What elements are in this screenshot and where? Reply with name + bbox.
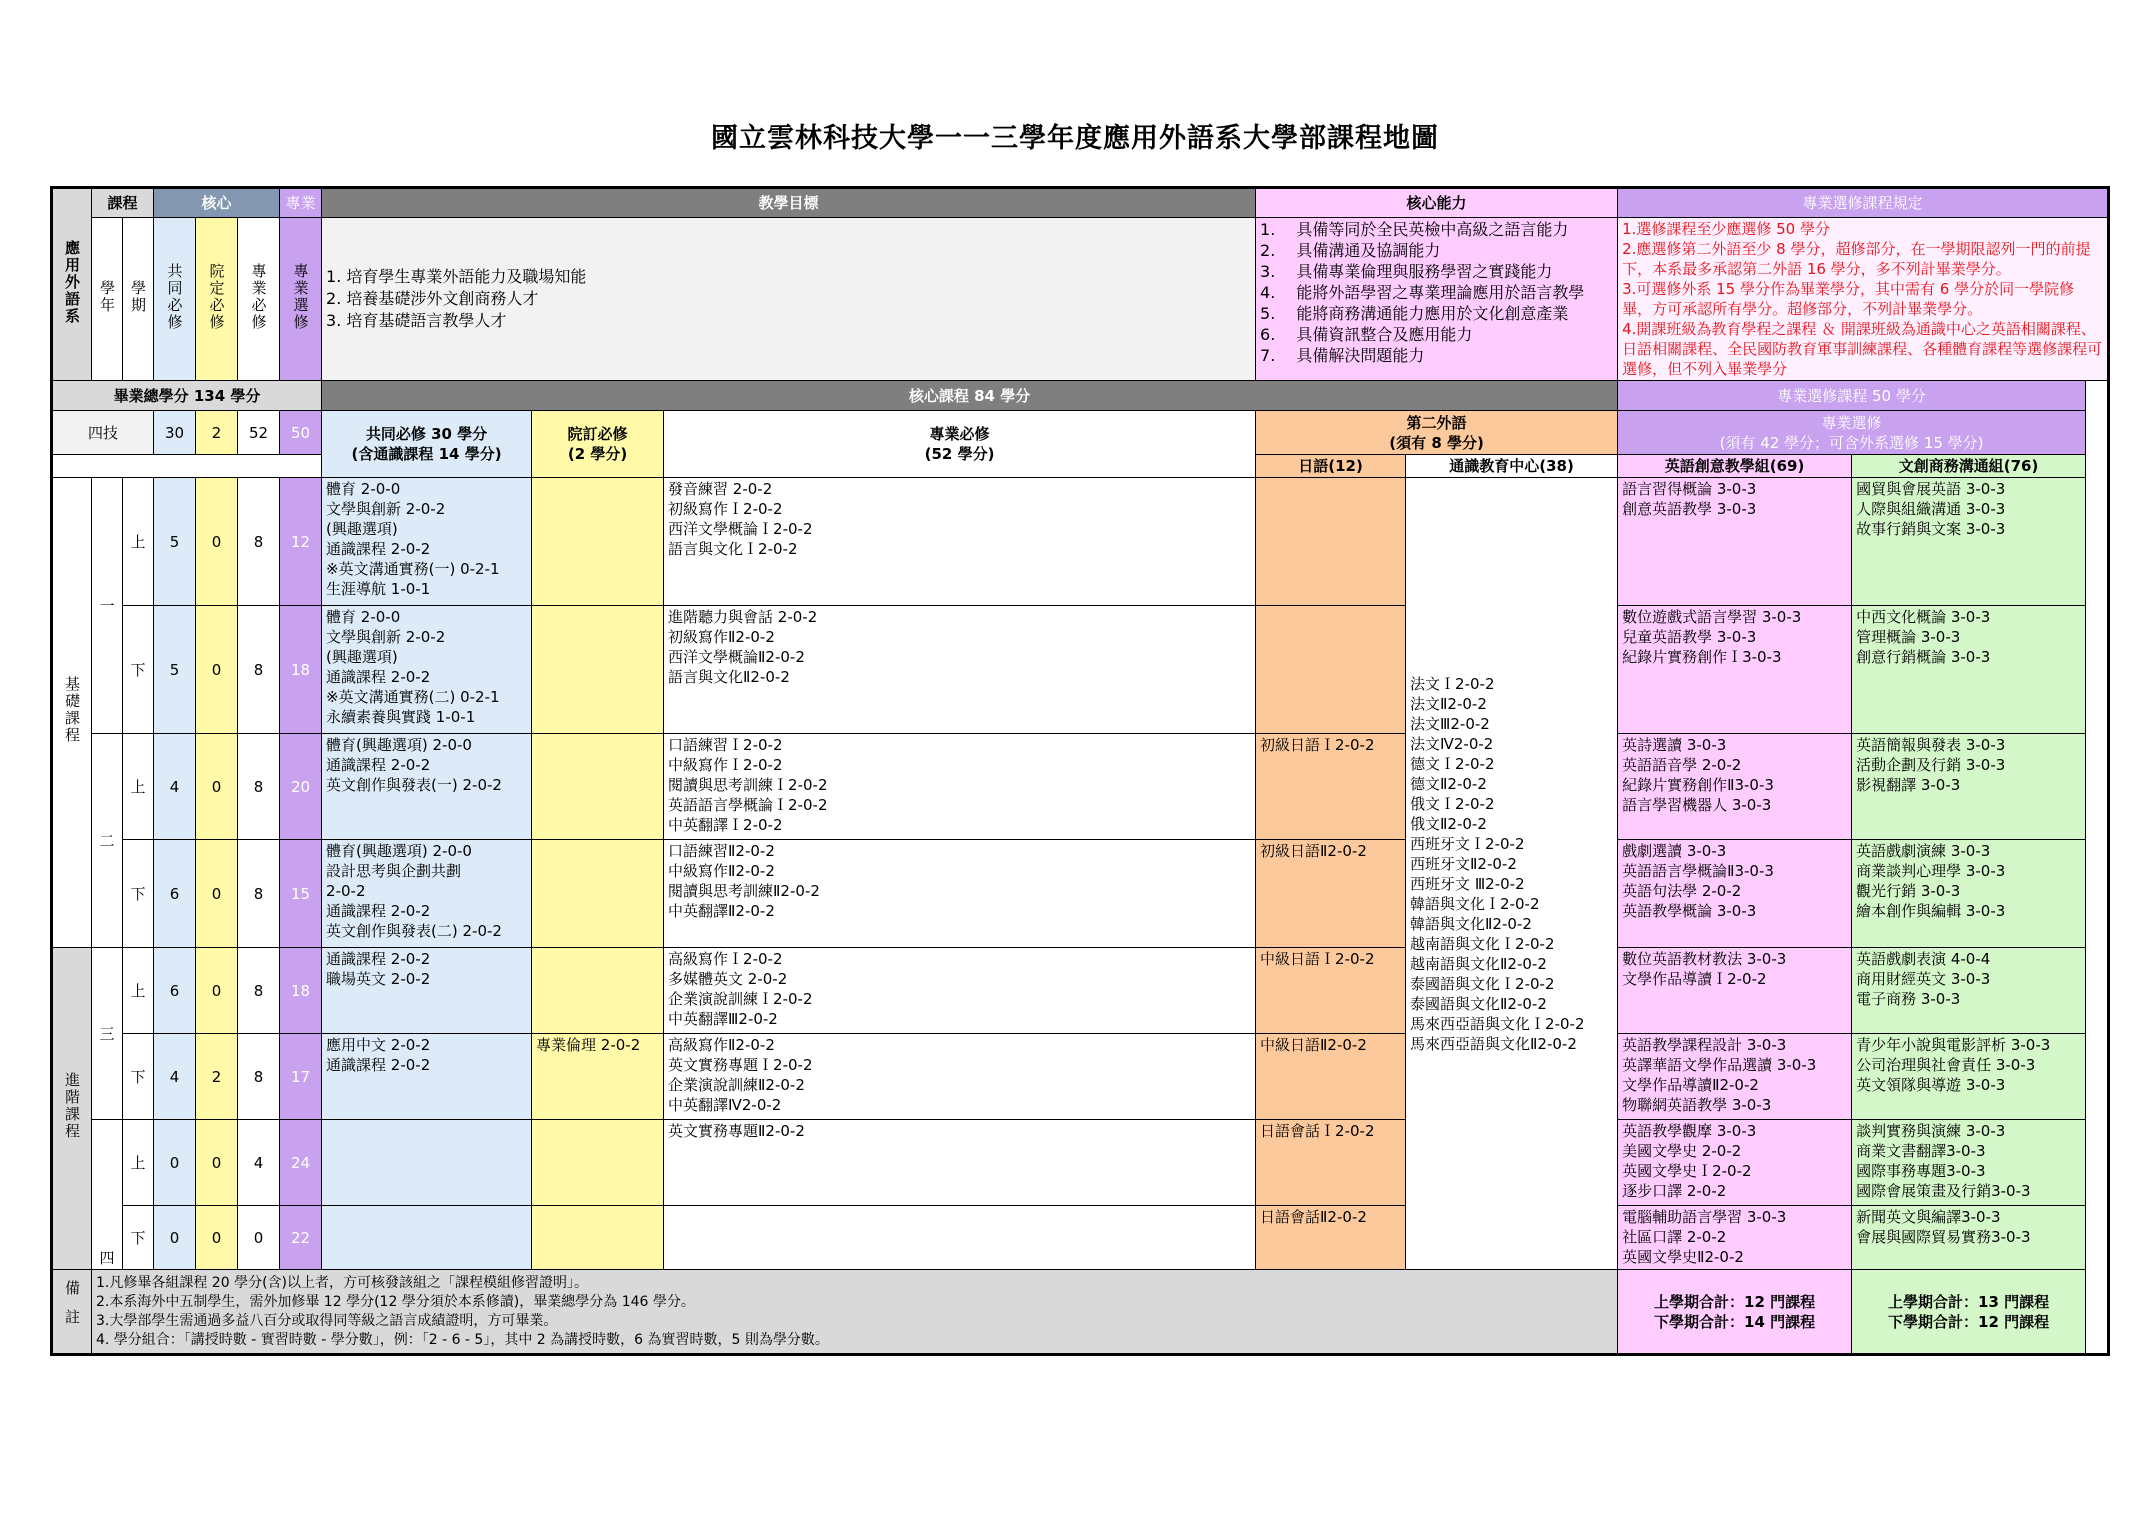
jp-head: 日語(12) bbox=[1256, 455, 1406, 478]
college-courses bbox=[532, 734, 664, 840]
eng-courses bbox=[1618, 948, 1852, 1034]
course-item: 中英翻譯Ⅲ2-0-2 bbox=[668, 1010, 778, 1028]
course-item: 通識課程 2-0-2 bbox=[326, 668, 431, 686]
course-item: 2.本系海外中五制學生，需外加修畢 12 學分(12 學分須於本系修讀)，畢業總學分為 146 學分。 bbox=[96, 1294, 695, 1310]
major-courses bbox=[664, 478, 1256, 606]
common-courses bbox=[322, 478, 532, 606]
course-item: 人際與組織溝通 3-0-3 bbox=[1856, 500, 2006, 518]
course-item: 中級日語Ⅱ2-0-2 bbox=[1260, 1036, 1367, 1054]
spacer bbox=[52, 455, 322, 478]
goal-3: 3. 培育基礎語言教學人才 bbox=[326, 311, 507, 330]
course-item: 英詩選讀 3-0-3 bbox=[1622, 736, 1727, 754]
course-item: 中級日語Ｉ2-0-2 bbox=[1260, 950, 1375, 968]
ability-5: 5. 能將商務溝通能力應用於文化創意產業 bbox=[1260, 304, 1569, 323]
course-item: 上學期合計：13 門課程 bbox=[1888, 1292, 2050, 1311]
common-courses bbox=[322, 948, 532, 1034]
row-y4-up bbox=[52, 1120, 2109, 1206]
course-item: 電子商務 3-0-3 bbox=[1856, 990, 1961, 1008]
credit-college: 0 bbox=[196, 840, 238, 948]
course-item: 數位遊戲式語言學習 3-0-3 bbox=[1622, 608, 1802, 626]
course-item: 活動企劃及行銷 3-0-3 bbox=[1856, 756, 2006, 774]
credit-elec: 12 bbox=[280, 478, 322, 606]
common-courses bbox=[322, 1206, 532, 1270]
biz-courses bbox=[1852, 1034, 2086, 1120]
row-y2-up bbox=[52, 734, 2109, 840]
credit-college: 0 bbox=[196, 1120, 238, 1206]
course-item: 西洋文學概論Ｉ2-0-2 bbox=[668, 520, 813, 538]
course-item: 進階聽力與會話 2-0-2 bbox=[668, 608, 818, 626]
credit-major: 8 bbox=[238, 840, 280, 948]
core-abilities bbox=[1256, 218, 1618, 381]
course-item: 馬來西亞語與文化Ⅱ2-0-2 bbox=[1410, 1035, 1577, 1053]
course-item: 語言學習機器人 3-0-3 bbox=[1622, 796, 1772, 814]
credit-major: 8 bbox=[238, 734, 280, 840]
major-courses bbox=[664, 948, 1256, 1034]
course-item: 3.大學部學生需通過多益八百分或取得同等級之語言成績證明，方可畢業。 bbox=[96, 1313, 558, 1329]
course-item: 語言習得概論 3-0-3 bbox=[1622, 480, 1757, 498]
elective-total: 專業選修課程 50 學分 bbox=[1618, 381, 2086, 411]
course-item: 繪本創作與編輯 3-0-3 bbox=[1856, 902, 2006, 920]
course-item: 商用財經英文 3-0-3 bbox=[1856, 970, 1991, 988]
credit-major: 8 bbox=[238, 1034, 280, 1120]
credit-college: 0 bbox=[196, 478, 238, 606]
eng-courses bbox=[1618, 478, 1852, 606]
course-item: (興趣選項) bbox=[326, 648, 398, 666]
course-item: 語言與文化Ｉ2-0-2 bbox=[668, 540, 798, 558]
credit-elec: 24 bbox=[280, 1120, 322, 1206]
page-title: 國立雲林科技大學一一三學年度應用外語系大學部課程地圖 bbox=[711, 123, 1439, 154]
jp-courses bbox=[1256, 606, 1406, 734]
course-item: 文學作品導讀Ｉ2-0-2 bbox=[1622, 970, 1767, 988]
course-item: 中級寫作Ｉ2-0-2 bbox=[668, 756, 783, 774]
course-item: 德文Ｉ2-0-2 bbox=[1410, 755, 1495, 773]
major-courses bbox=[664, 734, 1256, 840]
year-label: 學年 bbox=[92, 218, 123, 381]
course-item: 英語教學觀摩 3-0-3 bbox=[1622, 1122, 1757, 1140]
term-label: 學期 bbox=[123, 218, 154, 381]
common-courses bbox=[322, 734, 532, 840]
college-courses bbox=[532, 606, 664, 734]
eng-summary bbox=[1618, 1270, 1852, 1355]
course-item: 初級日語Ｉ2-0-2 bbox=[1260, 736, 1375, 754]
college-courses bbox=[532, 1206, 664, 1270]
course-item: 日語會話Ｉ2-0-2 bbox=[1260, 1122, 1375, 1140]
college-req-label: 院定必修 bbox=[196, 218, 238, 381]
course-item: 國際會展策畫及行銷3-0-3 bbox=[1856, 1182, 2031, 1200]
course-item: 戲劇選讀 3-0-3 bbox=[1622, 842, 1727, 860]
course-item: 英語句法學 2-0-2 bbox=[1622, 882, 1742, 900]
course-item: 英語教學概論 3-0-3 bbox=[1622, 902, 1757, 920]
course-item: 通識課程 2-0-2 bbox=[326, 950, 431, 968]
course-item: 英國文學史Ⅱ2-0-2 bbox=[1622, 1248, 1744, 1266]
course-item: 法文Ｉ2-0-2 bbox=[1410, 675, 1495, 693]
goal-1: 1. 培育學生專業外語能力及職場知能 bbox=[326, 267, 587, 286]
credit-common: 0 bbox=[154, 1120, 196, 1206]
program-common: 30 bbox=[154, 411, 196, 455]
credit-common: 6 bbox=[154, 840, 196, 948]
credit-elec: 17 bbox=[280, 1034, 322, 1120]
eng-courses bbox=[1618, 1206, 1852, 1270]
ability-3: 3. 具備專業倫理與服務學習之實踐能力 bbox=[1260, 262, 1553, 281]
course-item: 數位英語教材教法 3-0-3 bbox=[1622, 950, 1787, 968]
course-item: 體育(興趣選項) 2-0-0 bbox=[326, 842, 472, 860]
biz-courses bbox=[1852, 606, 2086, 734]
goals-header: 教學目標 bbox=[322, 188, 1256, 218]
college-courses bbox=[532, 1120, 664, 1206]
course-item: 中西文化概論 3-0-3 bbox=[1856, 608, 1991, 626]
course-item: 4. 學分組合：「講授時數 - 實習時數 - 學分數」，例：「2 - 6 - 5」，其中 2 為講授時數，6 為實習時數，5 則為學分數。 bbox=[96, 1332, 829, 1348]
common-req-label: 共同必修 bbox=[154, 218, 196, 381]
jp-courses bbox=[1256, 1034, 1406, 1120]
course-item: 多媒體英文 2-0-2 bbox=[668, 970, 788, 988]
credit-elec: 20 bbox=[280, 734, 322, 840]
course-item: 口語練習Ｉ2-0-2 bbox=[668, 736, 783, 754]
course-item: 俄文Ｉ2-0-2 bbox=[1410, 795, 1495, 813]
course-item: 泰國語與文化Ｉ2-0-2 bbox=[1410, 975, 1555, 993]
second-lang-head: 第二外語 (須有 8 學分) bbox=[1256, 411, 1618, 455]
course-item: 英語語言學概論Ⅱ3-0-3 bbox=[1622, 862, 1774, 880]
course-item: 社區口譯 2-0-2 bbox=[1622, 1228, 1727, 1246]
course-item: 英語語音學 2-0-2 bbox=[1622, 756, 1742, 774]
course-item: 1.凡修畢各組課程 20 學分(含)以上者，方可核發該組之「課程模組修習證明」。 bbox=[96, 1275, 588, 1291]
credit-college: 0 bbox=[196, 734, 238, 840]
course-item: 影視翻譯 3-0-3 bbox=[1856, 776, 1961, 794]
term-up: 上 bbox=[123, 478, 154, 606]
course-item: 英文實務專題Ｉ2-0-2 bbox=[668, 1056, 813, 1074]
term-down: 下 bbox=[123, 1206, 154, 1270]
course-item: 文學與創新 2-0-2 bbox=[326, 500, 446, 518]
course-item: 會展與國際貿易實務3-0-3 bbox=[1856, 1228, 2031, 1246]
second-lang-courses bbox=[1406, 478, 1618, 1270]
year-4: 四 bbox=[92, 1120, 123, 1270]
course-item: (興趣選項) bbox=[326, 520, 398, 538]
goal-2: 2. 培養基礎涉外文創商務人才 bbox=[326, 289, 539, 308]
major-courses bbox=[664, 1120, 1256, 1206]
row-y3-down bbox=[52, 1034, 2109, 1120]
biz-courses bbox=[1852, 734, 2086, 840]
course-item: 越南語與文化Ｉ2-0-2 bbox=[1410, 935, 1555, 953]
dept-label: 應用外語系 bbox=[52, 188, 92, 381]
course-item: 創意行銷概論 3-0-3 bbox=[1856, 648, 1991, 666]
jp-courses bbox=[1256, 478, 1406, 606]
course-item: 高級寫作Ⅱ2-0-2 bbox=[668, 1036, 775, 1054]
elective-rules bbox=[1618, 218, 2109, 381]
program-label: 四技 bbox=[52, 411, 154, 455]
phase-advanced: 進階課程 bbox=[52, 948, 92, 1270]
course-item: 應用中文 2-0-2 bbox=[326, 1036, 431, 1054]
year-2: 二 bbox=[92, 734, 123, 948]
course-item: 生涯導航 1-0-1 bbox=[326, 580, 431, 598]
course-item: 法文Ⅲ2-0-2 bbox=[1410, 715, 1490, 733]
eng-courses bbox=[1618, 1120, 1852, 1206]
credit-major: 0 bbox=[238, 1206, 280, 1270]
biz-courses bbox=[1852, 1206, 2086, 1270]
course-item: 英文創作與發表(一) 2-0-2 bbox=[326, 776, 502, 794]
grad-total: 畢業總學分 134 學分 bbox=[52, 381, 322, 411]
biz-group-head: 文創商務溝通組(76) bbox=[1852, 455, 2086, 478]
course-item: 通識課程 2-0-2 bbox=[326, 902, 431, 920]
teaching-goals bbox=[322, 218, 1256, 381]
course-item: ※英文溝通實務(二) 0-2-1 bbox=[326, 688, 500, 706]
remarks-label: 備註 bbox=[52, 1270, 92, 1355]
credit-college: 0 bbox=[196, 606, 238, 734]
row-y1-up bbox=[52, 478, 2109, 606]
jp-courses bbox=[1256, 1120, 1406, 1206]
ability-2: 2. 具備溝通及協調能力 bbox=[1260, 241, 1441, 260]
course-item: 初級寫作Ⅱ2-0-2 bbox=[668, 628, 775, 646]
ability-header: 核心能力 bbox=[1256, 188, 1618, 218]
phase-basic: 基礎課程 bbox=[52, 478, 92, 948]
course-item: 永續素養與實踐 1-0-1 bbox=[326, 708, 476, 726]
ability-6: 6. 具備資訊整合及應用能力 bbox=[1260, 325, 1473, 344]
term-down: 下 bbox=[123, 606, 154, 734]
course-item: 英語教學課程設計 3-0-3 bbox=[1622, 1036, 1787, 1054]
credit-college: 2 bbox=[196, 1034, 238, 1120]
college-courses bbox=[532, 840, 664, 948]
course-item: 新聞英文與編譯3-0-3 bbox=[1856, 1208, 2001, 1226]
major-elec-label: 專業選修 bbox=[280, 218, 322, 381]
course-item: 西班牙文 Ⅲ2-0-2 bbox=[1410, 875, 1525, 893]
term-up: 上 bbox=[123, 948, 154, 1034]
course-item: 閱讀與思考訓練Ｉ2-0-2 bbox=[668, 776, 828, 794]
course-item: 專業倫理 2-0-2 bbox=[536, 1036, 641, 1054]
course-item: 電腦輔助語言學習 3-0-3 bbox=[1622, 1208, 1787, 1226]
ability-1: 1. 具備等同於全民英檢中高級之語言能力 bbox=[1260, 220, 1569, 239]
rule-4: 4.開課班級為教育學程之課程 ＆ 開課班級為通識中心之英語相關課程、日語相關課程、全民國防教育軍事訓練課程、各種體育課程等選修課程可選修，但不列入畢業學分 bbox=[1622, 320, 2103, 378]
course-item: 2-0-2 bbox=[326, 882, 366, 900]
program-college: 2 bbox=[196, 411, 238, 455]
rule-3: 3.可選修外系 15 學分作為畢業學分，其中需有 6 學分於同一學院修畢，方可承認所有學分。超修部分，不列計畢業學分。 bbox=[1622, 280, 2075, 318]
credit-common: 4 bbox=[154, 1034, 196, 1120]
biz-courses bbox=[1852, 840, 2086, 948]
eng-courses bbox=[1618, 1034, 1852, 1120]
credit-elec: 22 bbox=[280, 1206, 322, 1270]
course-item: 口語練習Ⅱ2-0-2 bbox=[668, 842, 775, 860]
major-courses bbox=[664, 1206, 1256, 1270]
eng-courses bbox=[1618, 606, 1852, 734]
curriculum-table bbox=[50, 186, 2110, 1356]
course-item: 青少年小說與電影評析 3-0-3 bbox=[1856, 1036, 2051, 1054]
course-item: 韓語與文化Ⅱ2-0-2 bbox=[1410, 915, 1532, 933]
ability-7: 7. 具備解決問題能力 bbox=[1260, 346, 1425, 365]
course-item: 發音練習 2-0-2 bbox=[668, 480, 773, 498]
credit-common: 5 bbox=[154, 606, 196, 734]
course-item: 西班牙文Ⅱ2-0-2 bbox=[1410, 855, 1517, 873]
course-item: 韓語與文化Ｉ2-0-2 bbox=[1410, 895, 1540, 913]
course-item: 國際事務專題3-0-3 bbox=[1856, 1162, 1986, 1180]
credit-common: 6 bbox=[154, 948, 196, 1034]
course-item: 體育 2-0-0 bbox=[326, 480, 401, 498]
course-header: 課程 bbox=[92, 188, 154, 218]
common-courses bbox=[322, 1120, 532, 1206]
credit-major: 4 bbox=[238, 1120, 280, 1206]
year-1: 一 bbox=[92, 478, 123, 734]
course-item: ※英文溝通實務(一) 0-2-1 bbox=[326, 560, 500, 578]
jp-courses bbox=[1256, 840, 1406, 948]
course-item: 職場英文 2-0-2 bbox=[326, 970, 431, 988]
course-item: 體育(興趣選項) 2-0-0 bbox=[326, 736, 472, 754]
major-req-label: 專業必修 bbox=[238, 218, 280, 381]
credit-elec: 15 bbox=[280, 840, 322, 948]
course-item: 俄文Ⅱ2-0-2 bbox=[1410, 815, 1487, 833]
major-courses bbox=[664, 1034, 1256, 1120]
course-item: 英國文學史Ｉ2-0-2 bbox=[1622, 1162, 1752, 1180]
core-header: 核心 bbox=[154, 188, 280, 218]
common-courses bbox=[322, 840, 532, 948]
credit-elec: 18 bbox=[280, 948, 322, 1034]
course-item: 通識課程 2-0-2 bbox=[326, 540, 431, 558]
rule-2: 2.應選修第二外語至少 8 學分，超修部分，在一學期限認列一門的前提下，本系最多承認第二外語 16 學分，多不列計畢業學分。 bbox=[1622, 240, 2091, 278]
college-courses bbox=[532, 478, 664, 606]
credit-common: 4 bbox=[154, 734, 196, 840]
credit-college: 0 bbox=[196, 1206, 238, 1270]
term-up: 上 bbox=[123, 1120, 154, 1206]
rule-1: 1.選修課程至少應選修 50 學分 bbox=[1622, 220, 1830, 238]
course-item: 紀錄片實務創作Ⅱ3-0-3 bbox=[1622, 776, 1774, 794]
eng-group-head: 英語創意教學組(69) bbox=[1618, 455, 1852, 478]
course-item: 馬來西亞語與文化Ｉ2-0-2 bbox=[1410, 1015, 1585, 1033]
row-y3-up bbox=[52, 948, 2109, 1034]
course-item: 英語語言學概論Ｉ2-0-2 bbox=[668, 796, 828, 814]
program-elec: 50 bbox=[280, 411, 322, 455]
course-item: 逐步口譯 2-0-2 bbox=[1622, 1182, 1727, 1200]
course-item: 物聯網英語教學 3-0-3 bbox=[1622, 1096, 1772, 1114]
course-item: 談判實務與演練 3-0-3 bbox=[1856, 1122, 2006, 1140]
course-item: 通識課程 2-0-2 bbox=[326, 1056, 431, 1074]
biz-courses bbox=[1852, 1120, 2086, 1206]
course-item: 中英翻譯Ⅳ2-0-2 bbox=[668, 1096, 782, 1114]
course-item: 初級寫作Ｉ2-0-2 bbox=[668, 500, 783, 518]
elective-head: 專業選修 (須有 42 學分；可含外系選修 15 學分) bbox=[1618, 411, 2086, 455]
row-y4-down bbox=[52, 1206, 2109, 1270]
course-item: 通識課程 2-0-2 bbox=[326, 756, 431, 774]
course-item: 日語會話Ⅱ2-0-2 bbox=[1260, 1208, 1367, 1226]
course-item: 創意英語教學 3-0-3 bbox=[1622, 500, 1757, 518]
course-item: 英文創作與發表(二) 2-0-2 bbox=[326, 922, 502, 940]
credit-elec: 18 bbox=[280, 606, 322, 734]
core-total: 核心課程 84 學分 bbox=[322, 381, 1618, 411]
common-courses bbox=[322, 1034, 532, 1120]
jp-courses bbox=[1256, 1206, 1406, 1270]
course-item: 語言與文化Ⅱ2-0-2 bbox=[668, 668, 790, 686]
biz-courses bbox=[1852, 478, 2086, 606]
course-item: 管理概論 3-0-3 bbox=[1856, 628, 1961, 646]
year-3: 三 bbox=[92, 948, 123, 1120]
course-item: 西洋文學概論Ⅱ2-0-2 bbox=[668, 648, 805, 666]
ability-4: 4. 能將外語學習之專業理論應用於語言教學 bbox=[1260, 283, 1585, 302]
course-item: 中英翻譯Ⅱ2-0-2 bbox=[668, 902, 775, 920]
elective-rules-header: 專業選修課程規定 bbox=[1618, 188, 2109, 218]
course-item: 觀光行銷 3-0-3 bbox=[1856, 882, 1961, 900]
biz-courses bbox=[1852, 948, 2086, 1034]
course-item: 下學期合計：14 門課程 bbox=[1654, 1312, 1816, 1331]
credit-common: 5 bbox=[154, 478, 196, 606]
college-courses bbox=[532, 1034, 664, 1120]
term-down: 下 bbox=[123, 840, 154, 948]
credit-major: 8 bbox=[238, 606, 280, 734]
course-item: 文學作品導讀Ⅱ2-0-2 bbox=[1622, 1076, 1759, 1094]
eng-courses bbox=[1618, 840, 1852, 948]
course-item: 法文Ⅳ2-0-2 bbox=[1410, 735, 1494, 753]
course-item: 西班牙文Ｉ2-0-2 bbox=[1410, 835, 1525, 853]
course-item: 閱讀與思考訓練Ⅱ2-0-2 bbox=[668, 882, 820, 900]
course-item: 商業文書翻譯3-0-3 bbox=[1856, 1142, 1986, 1160]
course-item: 兒童英語教學 3-0-3 bbox=[1622, 628, 1757, 646]
major-header: 專業 bbox=[280, 188, 322, 218]
term-down: 下 bbox=[123, 1034, 154, 1120]
course-item: 英語簡報與發表 3-0-3 bbox=[1856, 736, 2006, 754]
credit-common: 0 bbox=[154, 1206, 196, 1270]
row-y1-down bbox=[52, 606, 2109, 734]
course-item: 泰國語與文化Ⅱ2-0-2 bbox=[1410, 995, 1547, 1013]
course-item: 英語戲劇演練 3-0-3 bbox=[1856, 842, 1991, 860]
course-item: 企業演說訓練Ⅱ2-0-2 bbox=[668, 1076, 805, 1094]
major-courses bbox=[664, 606, 1256, 734]
course-item: 中英翻譯Ｉ2-0-2 bbox=[668, 816, 783, 834]
program-major: 52 bbox=[238, 411, 280, 455]
course-item: 越南語與文化Ⅱ2-0-2 bbox=[1410, 955, 1547, 973]
course-item: 中級寫作Ⅱ2-0-2 bbox=[668, 862, 775, 880]
course-item: 美國文學史 2-0-2 bbox=[1622, 1142, 1742, 1160]
eng-courses bbox=[1618, 734, 1852, 840]
term-up: 上 bbox=[123, 734, 154, 840]
remarks-notes bbox=[92, 1270, 1618, 1355]
course-item: 英語戲劇表演 4-0-4 bbox=[1856, 950, 1991, 968]
course-item: 體育 2-0-0 bbox=[326, 608, 401, 626]
course-item: 紀錄片實務創作Ｉ3-0-3 bbox=[1622, 648, 1782, 666]
biz-summary bbox=[1852, 1270, 2086, 1355]
common-req-head: 共同必修 30 學分 (含通識課程 14 學分) bbox=[322, 411, 532, 478]
course-item: 德文Ⅱ2-0-2 bbox=[1410, 775, 1487, 793]
jp-courses bbox=[1256, 948, 1406, 1034]
course-item: 英譯華語文學作品選讀 3-0-3 bbox=[1622, 1056, 1817, 1074]
course-item: 英文實務專題Ⅱ2-0-2 bbox=[668, 1122, 805, 1140]
course-item: 故事行銷與文案 3-0-3 bbox=[1856, 520, 2006, 538]
course-item: 公司治理與社會責任 3-0-3 bbox=[1856, 1056, 2036, 1074]
course-item: 設計思考與企劃共劃 bbox=[326, 862, 462, 880]
remarks-row bbox=[52, 1270, 2109, 1355]
course-item: 文學與創新 2-0-2 bbox=[326, 628, 446, 646]
course-item: 下學期合計：12 門課程 bbox=[1888, 1312, 2050, 1331]
course-item: 初級日語Ⅱ2-0-2 bbox=[1260, 842, 1367, 860]
credit-major: 8 bbox=[238, 478, 280, 606]
jp-courses bbox=[1256, 734, 1406, 840]
credit-major: 8 bbox=[238, 948, 280, 1034]
common-courses bbox=[322, 606, 532, 734]
major-req-head: 專業必修 (52 學分) bbox=[664, 411, 1256, 478]
course-item: 高級寫作Ｉ2-0-2 bbox=[668, 950, 783, 968]
course-item: 商業談判心理學 3-0-3 bbox=[1856, 862, 2006, 880]
course-item: 國貿與會展英語 3-0-3 bbox=[1856, 480, 2006, 498]
college-req-head: 院訂必修 (2 學分) bbox=[532, 411, 664, 478]
course-item: 法文Ⅱ2-0-2 bbox=[1410, 695, 1487, 713]
credit-college: 0 bbox=[196, 948, 238, 1034]
course-item: 英文領隊與導遊 3-0-3 bbox=[1856, 1076, 2006, 1094]
row-y2-down bbox=[52, 840, 2109, 948]
course-item: 企業演說訓練Ｉ2-0-2 bbox=[668, 990, 813, 1008]
college-courses bbox=[532, 948, 664, 1034]
course-item: 上學期合計：12 門課程 bbox=[1654, 1292, 1816, 1311]
gen-head: 通識教育中心(38) bbox=[1406, 455, 1618, 478]
major-courses bbox=[664, 840, 1256, 948]
